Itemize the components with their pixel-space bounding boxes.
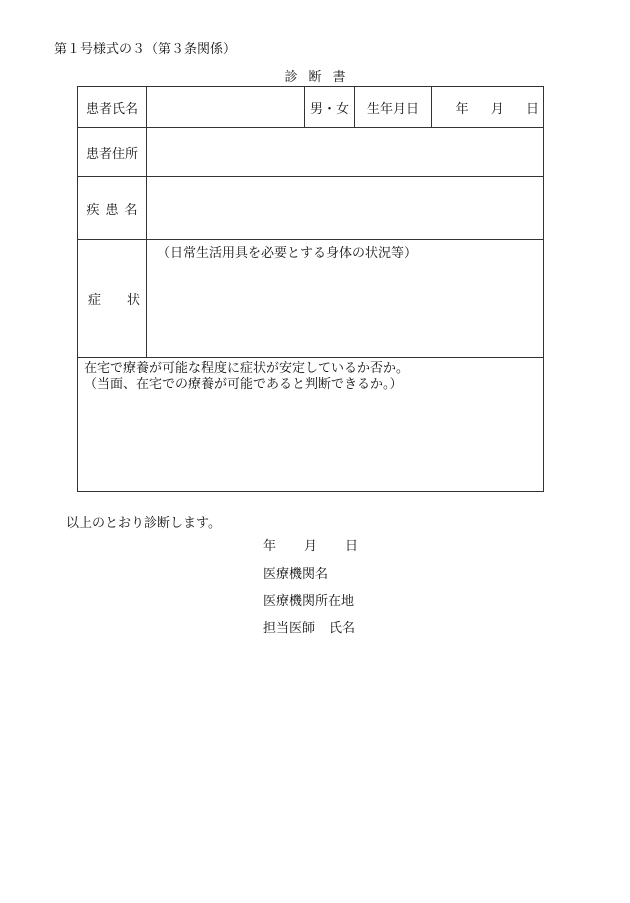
row-patient-name (78, 87, 544, 128)
institution-address-label: 医療機関所在地 (263, 594, 355, 609)
birthdate-year-label: 年 (455, 101, 469, 117)
row-disease (78, 177, 544, 240)
symptom-field[interactable] (147, 240, 544, 358)
patient-name-field[interactable] (147, 87, 305, 128)
home-care-question-sub: （当面、在宅での療養が可能であると判断できるか。） (84, 377, 403, 392)
signature-date-day: 日 (345, 539, 359, 554)
disease-field[interactable] (147, 177, 544, 240)
home-care-field[interactable] (78, 358, 544, 492)
form-number: 第１号様式の３（第３条関係） (54, 42, 237, 57)
symptom-label-char-1: 症 (88, 293, 102, 308)
symptom-label (78, 240, 147, 358)
signature-date[interactable] (263, 535, 358, 554)
sex-selector[interactable]: 男・女 (305, 87, 355, 128)
birthdate-field[interactable] (432, 87, 544, 128)
symptom-label-char-2: 状 (126, 293, 140, 308)
doctor-signature (263, 617, 355, 636)
patient-name-label: 患者氏名 (78, 87, 147, 128)
birthdate-day-label: 日 (525, 101, 539, 117)
doctor-label: 担当医師 (263, 621, 316, 636)
patient-address-label: 患者住所 (78, 128, 147, 177)
row-patient-address (78, 128, 544, 177)
disease-label: 疾患名 (78, 177, 147, 240)
diagnosis-form-table (77, 86, 544, 492)
row-symptoms (78, 240, 544, 358)
birthdate-label: 生年月日 (355, 87, 432, 128)
row-home-care (78, 358, 544, 492)
symptom-note: （日常生活用具を必要とする身体の状況等） (157, 246, 418, 261)
diagnosis-statement: 以上のとおり診断します。 (66, 516, 221, 531)
signature-date-month: 月 (304, 539, 318, 554)
doctor-name-label: 氏名 (329, 621, 356, 636)
patient-address-field[interactable] (147, 128, 544, 177)
institution-name-label: 医療機関名 (263, 567, 329, 582)
document-title: 診断書 (284, 70, 357, 85)
home-care-question: 在宅で療養が可能な程度に症状が安定しているか否か。 (84, 361, 410, 376)
signature-date-year: 年 (263, 539, 277, 554)
birthdate-month-label: 月 (490, 101, 504, 117)
